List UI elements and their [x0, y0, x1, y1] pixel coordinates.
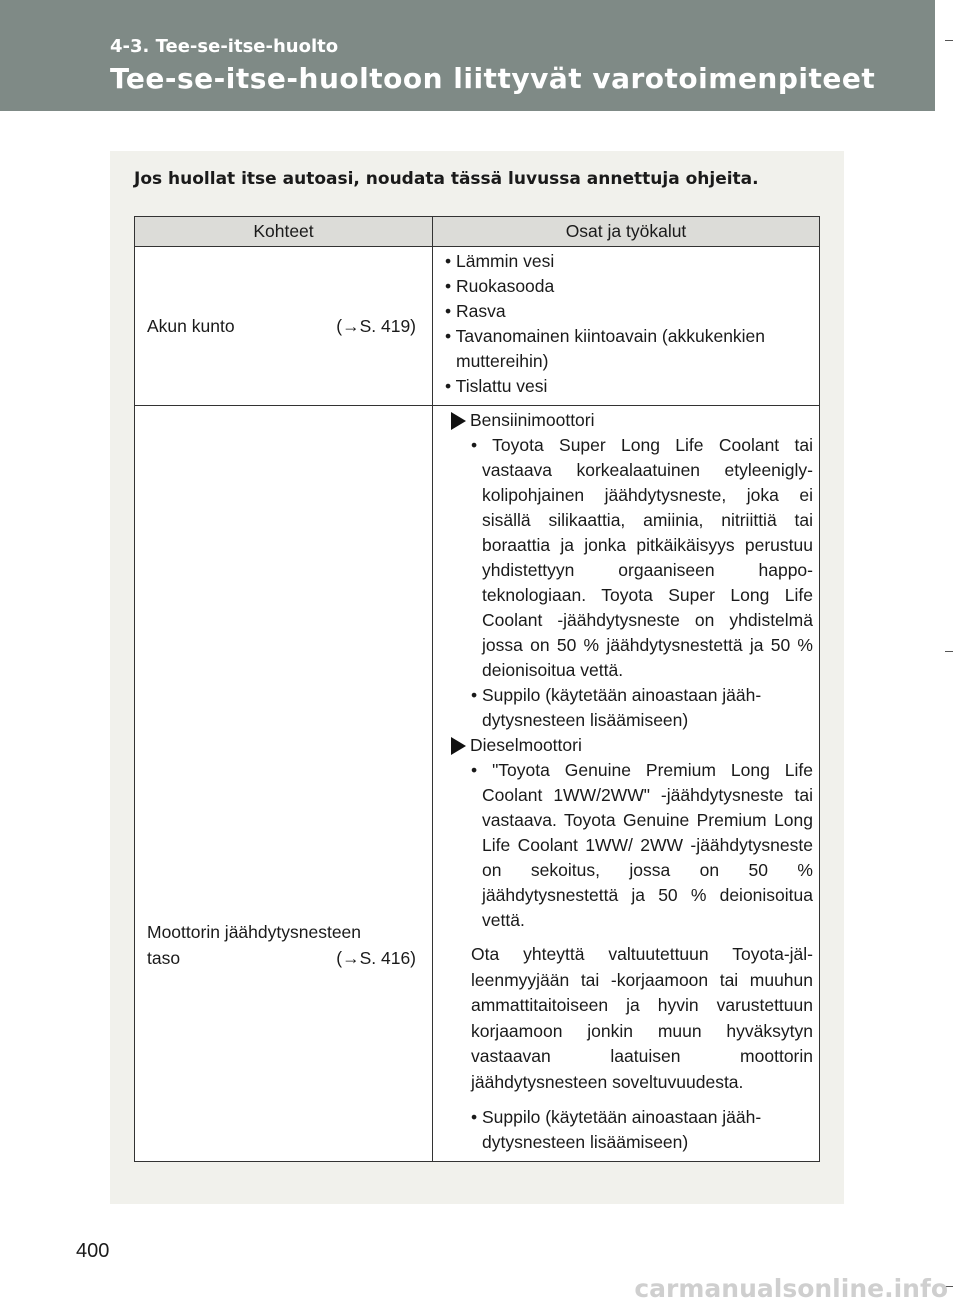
list-item: • Lämmin vesi: [445, 251, 555, 271]
list-item: • Suppilo (käytetään ainoastaan jäähdytysnesteen lisäämiseen): [471, 1107, 762, 1152]
column-header: Kohteet: [135, 217, 433, 247]
engine-heading-label: Dieselmoottori: [470, 735, 582, 755]
crop-mark: [945, 651, 953, 652]
note-paragraph: Ota yhteyttä valtuutettuun Toyota-jälleenmyyjään tai -korjaamoon tai muuhun ammattitaitoiseen ja hyvin varustettuun korjaamoon jonkin muun hyväksytyn vastaavan laatuisen moottorin jäähdytysnesteen soveltuvuudesta.: [471, 944, 813, 1092]
engine-heading: [451, 408, 813, 433]
engine-heading: [451, 733, 813, 758]
list-item: • Toyota Super Long Life Coolant tai vastaava korkealaatuinen etyleeniglykolipohjainen jäähdytysneste, joka ei sisällä silikaattia, amiinia, nitriittiä tai boraattia ja jonka pitkäikäisyys perustuu yhdistettyyn orgaaniseen happoteknologiaan. Toyota Super Long Life Coolant -jäähdytysneste on yhdistelmä jossa on 50 % jäähdytysnestettä ja 50 % deionisoitua vettä.: [471, 435, 813, 680]
list-item: • Tavanomainen kiintoavain (akkukenkien muttereihin): [445, 326, 766, 371]
list-item: • Suppilo (käytetään ainoastaan jäähdytysnesteen lisäämiseen): [471, 685, 762, 730]
crop-mark: [945, 40, 953, 41]
page-number: 400: [76, 1240, 110, 1262]
intro-text: Jos huollat itse autoasi, noudata tässä luvussa annettuja ohjeita.: [134, 169, 759, 189]
page-title: Tee-se-itse-huoltoon liittyvät varotoimenpiteet: [110, 62, 876, 95]
list-item: • Ruokasooda: [445, 276, 555, 296]
watermark: carmanualsonline.info: [634, 1274, 948, 1303]
section-label: 4-3. Tee-se-itse-huolto: [110, 36, 339, 57]
list-item: • Tislattu vesi: [445, 376, 548, 396]
item-label: Akun kunto: [147, 316, 235, 336]
table-header-row: [135, 217, 820, 247]
item-cell: [135, 247, 433, 406]
chapter-header: [0, 0, 935, 111]
page-reference: (→S. 419): [336, 316, 416, 336]
table-row: [135, 247, 820, 406]
engine-heading-label: Bensiinimoottori: [470, 410, 595, 430]
item-label-cont: taso: [147, 947, 181, 968]
triangle-bullet-icon: [451, 737, 466, 755]
page-reference: (→S. 416): [336, 947, 416, 968]
item-label: Moottorin jäähdytysnesteen: [147, 921, 362, 942]
list-item: • Rasva: [445, 301, 506, 321]
table-row: [135, 406, 820, 1162]
item-cell: [135, 406, 433, 1162]
column-header: Osat ja työkalut: [433, 217, 820, 247]
maintenance-table: [134, 216, 820, 1162]
parts-cell: [433, 247, 820, 406]
list-item: • "Toyota Genuine Premium Long Life Coolant 1WW/2WW" -jäähdytysneste tai vastaava. Toyota Genuine Premium Long Life Coolant 1WW/ 2WW -jäähdytysneste on sekoitus, jossa on 50 % jäähdytysnestettä ja 50 % deionisoitua vettä.: [471, 760, 813, 930]
parts-cell: [433, 406, 820, 1162]
triangle-bullet-icon: [451, 412, 466, 430]
